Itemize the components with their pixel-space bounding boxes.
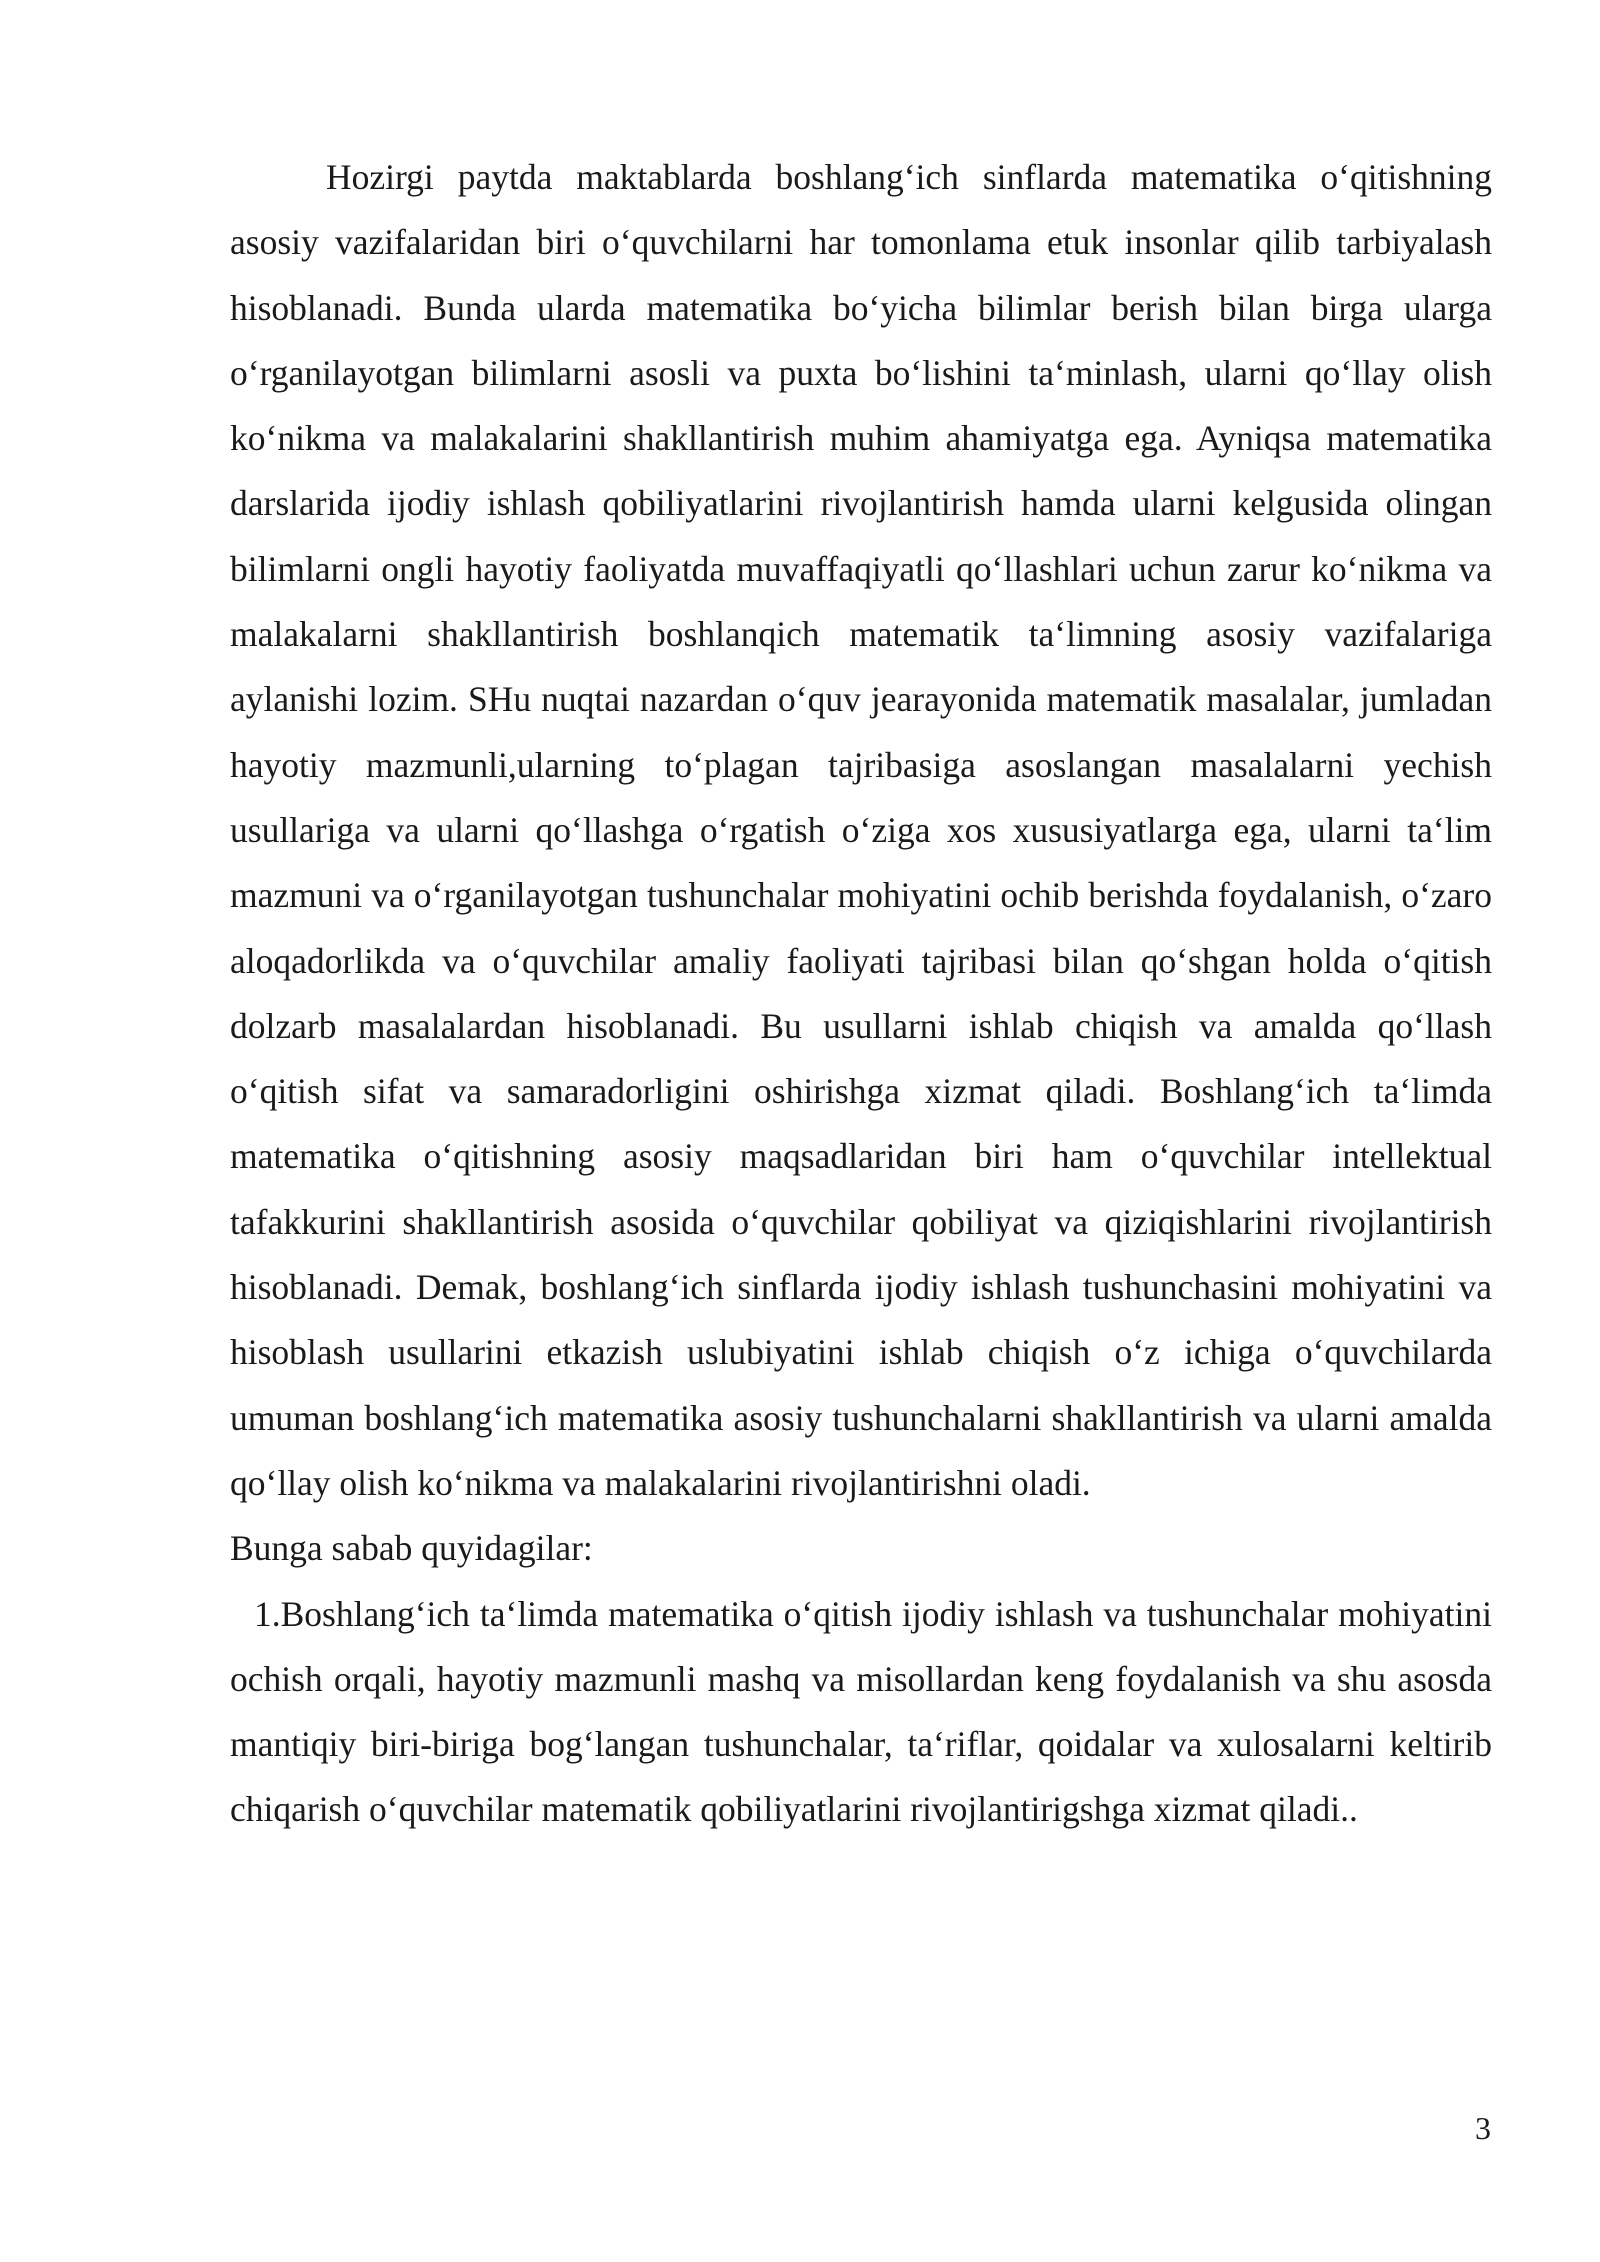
document-page [230, 145, 1492, 1843]
page-number: 3 [1475, 2110, 1491, 2146]
body-paragraph: Hozirgi paytda maktablarda boshlang‘ich sinflarda matematika o‘qitishning asosiy vazifalaridan biri o‘quvchilarni har tomonlama etuk insonlar qilib tarbiyalash hisoblanadi. Bunda ularda matematika bo‘yicha bilimlar berish bilan birga ularga o‘rganilayotgan bilimlarni asosli va puxta bo‘lishini ta‘minlash, ularni qo‘llay olish ko‘nikma va malakalarini shakllantirish muhim ahamiyatga ega. Ayniqsa matematika darslarida ijodiy ishlash qobiliyatlarini rivojlantirish hamda ularni kelgusida olingan bilimlarni ongli hayotiy faoliyatda muvaffaqiyatli qo‘llashlari uchun zarur ko‘nikma va malakalarni shakllantirish boshlanqich matematik ta‘limning asosiy vazifalariga aylanishi lozim. SHu nuqtai nazardan o‘quv jearayonida matematik masalalar, jumladan hayotiy mazmunli,ularning to‘plagan tajribasiga asoslangan masalalarni yechish usullariga va ularni qo‘llashga o‘rgatish o‘ziga xos xususiyatlarga ega, ularni ta‘lim mazmuni va o‘rganilayotgan tushunchalar mohiyatini ochib berishda foydalanish, o‘zaro aloqadorlikda va o‘quvchilar amaliy faoliyati tajribasi bilan qo‘shgan holda o‘qitish dolzarb masalalardan hisoblanadi. Bu usullarni ishlab chiqish va amalda qo‘llash o‘qitish sifat va samaradorligini oshirishga xizmat qiladi. Boshlang‘ich ta‘limda matematika o‘qitishning asosiy maqsadlaridan biri ham o‘quvchilar intellektual tafakkurini shakllantirish asosida o‘quvchilar qobiliyat va qiziqishlarini rivojlantirish hisoblanadi. Demak, boshlang‘ich sinflarda ijodiy ishlash tushunchasini mohiyatini va hisoblash usullarini etkazish uslubiyatini ishlab chiqish o‘z ichiga o‘quvchilarda umuman boshlang‘ich matematika asosiy tushunchalarni shakllantirish va ularni amalda qo‘llay olish ko‘nikma va malakalarini rivojlantirishni oladi. [230, 157, 1492, 1503]
list-intro: Bunga sabab quyidagilar: [230, 1528, 593, 1569]
list-item: 1.Boshlang‘ich ta‘limda matematika o‘qitish ijodiy ishlash va tushunchalar mohiyatini ochish orqali, hayotiy mazmunli mashq va misollardan keng foydalanish va shu asosda mantiqiy biri-biriga bog‘langan tushunchalar, ta‘riflar, qoidalar va xulosalarni keltirib chiqarish o‘quvchilar matematik qobiliyatlarini rivojlantirigshga xizmat qiladi.. [230, 1593, 1492, 1830]
